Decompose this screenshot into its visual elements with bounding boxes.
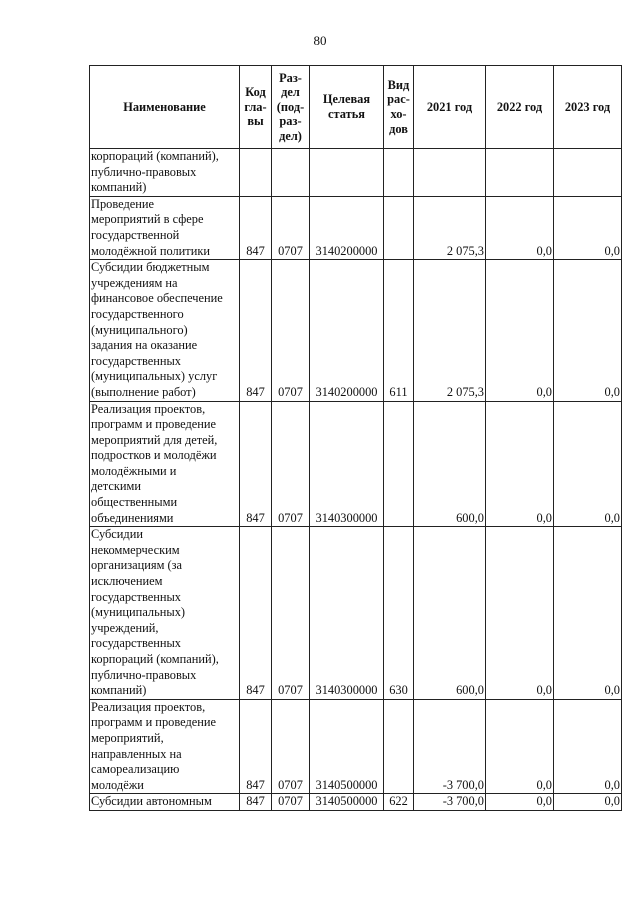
row-2021: 2 075,3 bbox=[414, 196, 486, 259]
row-expense-type: 630 bbox=[384, 527, 414, 700]
row-2022: 0,0 bbox=[486, 699, 554, 794]
row-2023 bbox=[554, 149, 622, 197]
row-target: 3140500000 bbox=[310, 699, 384, 794]
table-row bbox=[90, 196, 622, 259]
row-code: 847 bbox=[240, 260, 272, 401]
row-target: 3140200000 bbox=[310, 260, 384, 401]
table-row bbox=[90, 260, 622, 401]
row-expense-type bbox=[384, 401, 414, 527]
row-expense-type bbox=[384, 196, 414, 259]
header-2021: 2021 год bbox=[414, 66, 486, 149]
header-section: Раз- дел (под- раз- дел) bbox=[272, 66, 310, 149]
row-2021: 600,0 bbox=[414, 401, 486, 527]
header-target: Целевая статья bbox=[310, 66, 384, 149]
row-section: 0707 bbox=[272, 527, 310, 700]
budget-table bbox=[89, 65, 622, 811]
row-section bbox=[272, 149, 310, 197]
row-target: 3140500000 bbox=[310, 794, 384, 811]
row-expense-type: 622 bbox=[384, 794, 414, 811]
row-expense-type bbox=[384, 149, 414, 197]
row-code: 847 bbox=[240, 699, 272, 794]
table-row bbox=[90, 149, 622, 197]
row-name: Субсидии некоммерческим организациям (за исключением государственных (муниципальных) учреждений, государственных корпораций (компаний), публично-правовых компаний) bbox=[90, 527, 240, 700]
row-section: 0707 bbox=[272, 196, 310, 259]
row-2023: 0,0 bbox=[554, 794, 622, 811]
header-name: Наименование bbox=[90, 66, 240, 149]
row-2021: 600,0 bbox=[414, 527, 486, 700]
row-2023: 0,0 bbox=[554, 401, 622, 527]
header-expense-type: Вид рас- хо- дов bbox=[384, 66, 414, 149]
row-code: 847 bbox=[240, 196, 272, 259]
row-2022: 0,0 bbox=[486, 196, 554, 259]
row-name: Проведение мероприятий в сфере государственной молодёжной политики bbox=[90, 196, 240, 259]
header-row bbox=[90, 66, 622, 149]
row-code: 847 bbox=[240, 527, 272, 700]
row-2022: 0,0 bbox=[486, 401, 554, 527]
table-row bbox=[90, 794, 622, 811]
row-code: 847 bbox=[240, 401, 272, 527]
row-expense-type bbox=[384, 699, 414, 794]
row-name: Субсидии автономным bbox=[90, 794, 240, 811]
row-2022: 0,0 bbox=[486, 527, 554, 700]
row-2021 bbox=[414, 149, 486, 197]
row-2023: 0,0 bbox=[554, 260, 622, 401]
page-number: 80 bbox=[313, 33, 327, 48]
row-name: корпораций (компаний), публично-правовых компаний) bbox=[90, 149, 240, 197]
row-code bbox=[240, 149, 272, 197]
row-2021: 2 075,3 bbox=[414, 260, 486, 401]
table-row bbox=[90, 401, 622, 527]
row-2022 bbox=[486, 149, 554, 197]
row-section: 0707 bbox=[272, 260, 310, 401]
row-2023: 0,0 bbox=[554, 699, 622, 794]
row-2021: -3 700,0 bbox=[414, 699, 486, 794]
row-target bbox=[310, 149, 384, 197]
row-2022: 0,0 bbox=[486, 794, 554, 811]
row-name: Субсидии бюджетным учреждениям на финансовое обеспечение государственного (муниципального) задания на оказание государственных (муниципальных) услуг (выполнение работ) bbox=[90, 260, 240, 401]
row-section: 0707 bbox=[272, 401, 310, 527]
row-2023: 0,0 bbox=[554, 196, 622, 259]
row-2023: 0,0 bbox=[554, 527, 622, 700]
row-code: 847 bbox=[240, 794, 272, 811]
row-target: 3140300000 bbox=[310, 527, 384, 700]
header-2023: 2023 год bbox=[554, 66, 622, 149]
table-row bbox=[90, 699, 622, 794]
row-expense-type: 611 bbox=[384, 260, 414, 401]
row-name: Реализация проектов, программ и проведение мероприятий, направленных на самореализацию молодёжи bbox=[90, 699, 240, 794]
row-name: Реализация проектов, программ и проведение мероприятий для детей, подростков и молодёжи молодёжными и детскими общественными объединениями bbox=[90, 401, 240, 527]
row-section: 0707 bbox=[272, 794, 310, 811]
row-target: 3140300000 bbox=[310, 401, 384, 527]
table-body bbox=[90, 149, 622, 811]
table-row bbox=[90, 527, 622, 700]
row-target: 3140200000 bbox=[310, 196, 384, 259]
row-section: 0707 bbox=[272, 699, 310, 794]
header-code: Код гла- вы bbox=[240, 66, 272, 149]
header-2022: 2022 год bbox=[486, 66, 554, 149]
row-2021: -3 700,0 bbox=[414, 794, 486, 811]
row-2022: 0,0 bbox=[486, 260, 554, 401]
